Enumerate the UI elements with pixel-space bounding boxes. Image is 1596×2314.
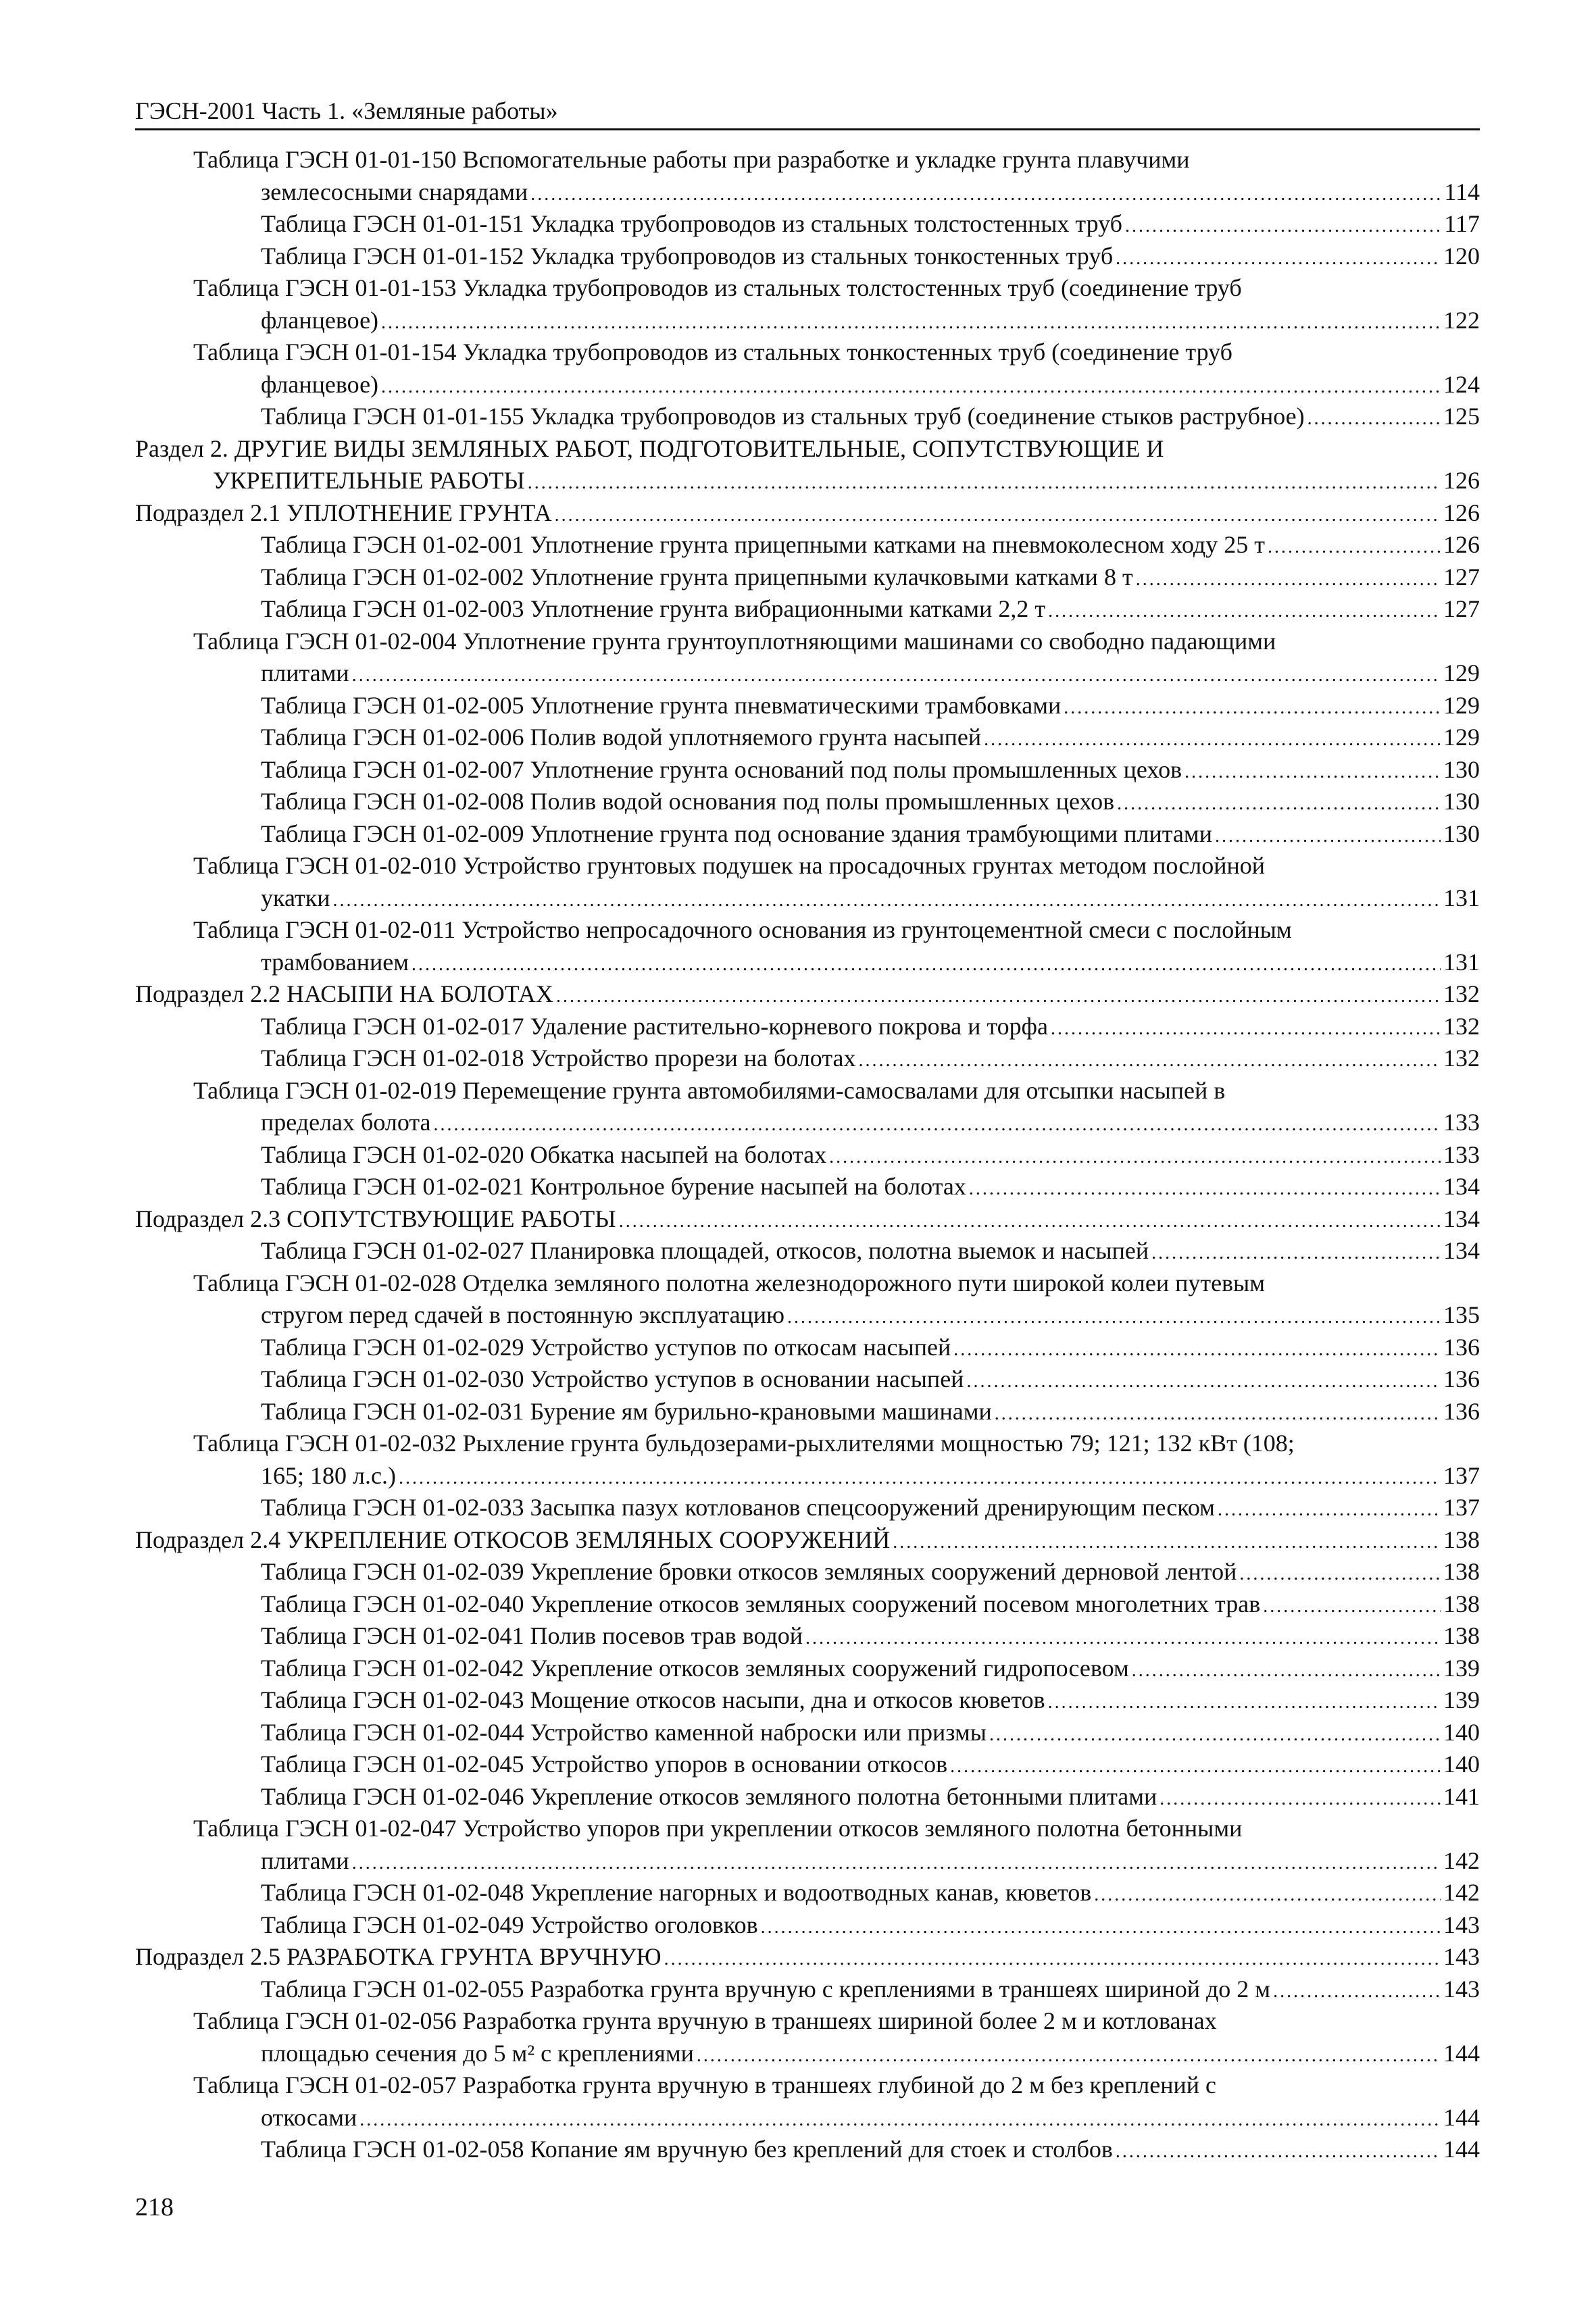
dot-leader xyxy=(1263,1590,1441,1623)
toc-page-number: 143 xyxy=(1443,1975,1480,2003)
toc-entry[interactable] xyxy=(135,144,1480,208)
toc-entry-title: Таблица ГЭСН 01-02-044 Устройство каменной наброски или призмы xyxy=(261,1718,987,1746)
toc-entry[interactable] xyxy=(135,1620,1480,1653)
toc-entry-title: Таблица ГЭСН 01-02-006 Полив водой уплотняемого грунта насыпей xyxy=(261,724,982,751)
dot-leader xyxy=(1064,692,1441,724)
toc-entry[interactable] xyxy=(135,1909,1480,1942)
toc-entry-title-line1: Таблица ГЭСН 01-01-154 Укладка трубопроводов из стальных тонкостенных труб (соединение труб xyxy=(193,338,1232,366)
toc-page-number: 139 xyxy=(1443,1686,1480,1713)
page-number: 218 xyxy=(135,2193,174,2221)
toc-entry[interactable] xyxy=(135,336,1480,401)
toc-entry[interactable] xyxy=(135,241,1480,273)
dot-leader xyxy=(1048,1686,1441,1719)
toc-page-number: 136 xyxy=(1443,1365,1480,1392)
toc-entry-title-line1: Раздел 2. ДРУГИЕ ВИДЫ ЗЕМЛЯНЫХ РАБОТ, ПОДГОТОВИТЕЛЬНЫЕ, СОПУТСТВУЮЩИЕ И xyxy=(135,434,1164,462)
toc-entry-title-line2: стругом перед сдачей в постоянную эксплуатацию xyxy=(261,1301,784,1328)
toc-page-number: 144 xyxy=(1443,2039,1480,2067)
toc-page-number: 142 xyxy=(1443,1846,1480,1874)
toc-page-number: 126 xyxy=(1443,467,1480,494)
toc-page-number: 129 xyxy=(1443,691,1480,719)
toc-entry-title: Таблица ГЭСН 01-02-027 Планировка площадей, откосов, полотна выемок и насыпей xyxy=(261,1237,1149,1264)
toc-entry-title-line2: землесосными снарядами xyxy=(261,178,528,205)
dot-leader xyxy=(1116,243,1441,275)
toc-entry[interactable] xyxy=(135,497,1480,530)
toc-entry-title: Таблица ГЭСН 01-02-042 Укрепление откосов земляных сооружений гидропосевом xyxy=(261,1654,1129,1682)
dot-leader xyxy=(530,178,1441,211)
toc-entry-title-line1: Таблица ГЭСН 01-02-004 Уплотнение грунта грунтоуплотняющими машинами со свободно падающими xyxy=(193,627,1276,655)
toc-entry[interactable] xyxy=(135,1363,1480,1396)
dot-leader xyxy=(995,1398,1441,1430)
toc-entry[interactable] xyxy=(135,593,1480,626)
toc-page-number: 132 xyxy=(1443,980,1480,1007)
toc-page-number: 124 xyxy=(1443,370,1480,398)
dot-leader xyxy=(1048,595,1441,628)
toc-entry-title-line2: фланцевое) xyxy=(261,306,379,334)
toc-page-number: 130 xyxy=(1443,788,1480,815)
toc-page-number: 129 xyxy=(1443,724,1480,751)
toc-page-number: 130 xyxy=(1443,755,1480,783)
toc-page-number: 114 xyxy=(1444,178,1480,205)
dot-leader xyxy=(352,1847,1441,1880)
toc-entry[interactable] xyxy=(135,1973,1480,2006)
toc-entry-title: Таблица ГЭСН 01-02-009 Уплотнение грунта под основание здания трамбующими плитами xyxy=(261,820,1212,847)
toc-page-number: 142 xyxy=(1443,1879,1480,1906)
toc-page-number: 133 xyxy=(1443,1109,1480,1136)
toc-page-number: 134 xyxy=(1443,1237,1480,1264)
toc-entry-title-line2: плитами xyxy=(261,659,349,686)
toc-entry-title: Таблица ГЭСН 01-02-001 Уплотнение грунта прицепными катками на пневмоколесном ходу 25 т xyxy=(261,531,1265,558)
toc-entry[interactable] xyxy=(135,1139,1480,1172)
toc-entry[interactable] xyxy=(135,1781,1480,1813)
dot-leader xyxy=(434,1109,1441,1141)
toc-entry-title-line2: откосами xyxy=(261,2103,357,2131)
toc-entry-title: Таблица ГЭСН 01-02-029 Устройство уступов по откосам насыпей xyxy=(261,1333,951,1361)
dot-leader xyxy=(761,1911,1441,1944)
toc-entry-title-line1: Таблица ГЭСН 01-02-011 Устройство непросадочного основания из грунтоцементной смеси с послойным xyxy=(193,916,1292,943)
toc-page-number: 143 xyxy=(1443,1911,1480,1938)
toc-entry-title: Таблица ГЭСН 01-02-046 Укрепление откосов земляного полотна бетонными плитами xyxy=(261,1782,1157,1810)
dot-leader xyxy=(1184,756,1441,788)
toc-entry[interactable] xyxy=(135,626,1480,690)
dot-leader xyxy=(1132,1655,1441,1687)
toc-entry[interactable] xyxy=(135,433,1480,497)
toc-entry-title: Таблица ГЭСН 01-02-018 Устройство прорези на болотах xyxy=(261,1045,856,1072)
toc-entry-title: Таблица ГЭСН 01-02-008 Полив водой основания под полы промышленных цехов xyxy=(261,788,1115,815)
running-header: ГЭСН-2001 Часть 1. «Земляные работы» xyxy=(135,97,558,124)
toc-entry[interactable] xyxy=(135,1171,1480,1203)
toc-entry-title: Подраздел 2.4 УКРЕПЛЕНИЕ ОТКОСОВ ЗЕМЛЯНЫХ СООРУЖЕНИЙ xyxy=(135,1526,891,1553)
dot-leader xyxy=(359,2104,1441,2136)
dot-leader xyxy=(1268,531,1441,563)
toc-page-number: 127 xyxy=(1443,563,1480,590)
toc-entry-title: Таблица ГЭСН 01-01-152 Укладка трубопроводов из стальных тонкостенных труб xyxy=(261,242,1114,270)
toc-entry-title-line1: Таблица ГЭСН 01-02-032 Рыхление грунта бульдозерами-рыхлителями мощностью 79; 121; 132 кВт (108; xyxy=(193,1430,1295,1457)
dot-leader xyxy=(1051,1013,1441,1045)
dot-leader xyxy=(989,1719,1441,1751)
toc-entry[interactable] xyxy=(135,1717,1480,1749)
toc-entry[interactable] xyxy=(135,1042,1480,1075)
toc-entry-title: Подраздел 2.2 НАСЫПИ НА БОЛОТАХ xyxy=(135,980,553,1007)
toc-entry-title-line1: Таблица ГЭСН 01-02-019 Перемещение грунта автомобилями-самосвалами для отсыпки насыпей в xyxy=(193,1076,1226,1104)
toc-entry[interactable] xyxy=(135,561,1480,594)
toc-page-number: 134 xyxy=(1443,1173,1480,1200)
dot-leader xyxy=(893,1526,1441,1559)
dot-leader xyxy=(1136,563,1441,596)
toc-page-number: 117 xyxy=(1444,210,1480,237)
table-of-contents xyxy=(135,144,1480,2166)
toc-entry-title-line1: Таблица ГЭСН 01-01-150 Вспомогательные работы при разработке и укладке грунта плавучими xyxy=(193,146,1190,173)
toc-entry-title-line2: площадью сечения до 5 м² с креплениями xyxy=(261,2039,694,2067)
dot-leader xyxy=(1218,1494,1441,1526)
toc-entry[interactable] xyxy=(135,1524,1480,1557)
dot-leader xyxy=(1215,820,1441,853)
dot-leader xyxy=(787,1301,1441,1334)
toc-entry-title: Подраздел 2.3 СОПУТСТВУЮЩИЕ РАБОТЫ xyxy=(135,1205,616,1232)
toc-entry[interactable] xyxy=(135,1941,1480,1973)
dot-leader xyxy=(697,2040,1441,2072)
toc-entry-title-line2: плитами xyxy=(261,1846,349,1874)
dot-leader xyxy=(381,371,1441,403)
toc-entry[interactable] xyxy=(135,529,1480,561)
dot-leader xyxy=(858,1045,1441,1077)
toc-page-number: 138 xyxy=(1443,1526,1480,1553)
toc-entry-title-line1: Таблица ГЭСН 01-02-010 Устройство грунтовых подушек на просадочных грунтах методом послойной xyxy=(193,852,1266,879)
toc-page-number: 120 xyxy=(1443,242,1480,270)
toc-entry-title: Подраздел 2.1 УПЛОТНЕНИЕ ГРУНТА xyxy=(135,499,552,526)
dot-leader xyxy=(412,949,1441,981)
toc-entry-title: Таблица ГЭСН 01-02-007 Уплотнение грунта оснований под полы промышленных цехов xyxy=(261,755,1182,783)
toc-entry[interactable] xyxy=(135,1749,1480,1781)
toc-entry[interactable] xyxy=(135,978,1480,1011)
toc-entry-title: Таблица ГЭСН 01-02-045 Устройство упоров в основании откосов xyxy=(261,1751,948,1778)
toc-entry[interactable] xyxy=(135,2134,1480,2166)
toc-page-number: 126 xyxy=(1443,499,1480,526)
dot-leader xyxy=(984,724,1441,756)
toc-page-number: 138 xyxy=(1443,1590,1480,1617)
toc-page-number: 137 xyxy=(1443,1494,1480,1521)
toc-entry-title: Таблица ГЭСН 01-02-033 Засыпка пазух котлованов спецсооружений дренирующим песком xyxy=(261,1494,1215,1521)
toc-page-number: 131 xyxy=(1443,884,1480,911)
toc-page-number: 133 xyxy=(1443,1140,1480,1168)
toc-page-number: 135 xyxy=(1443,1301,1480,1328)
dot-leader xyxy=(1125,210,1441,243)
dot-leader xyxy=(352,659,1441,692)
toc-entry[interactable] xyxy=(135,1684,1480,1717)
toc-entry[interactable] xyxy=(135,1813,1480,1877)
toc-entry[interactable] xyxy=(135,2069,1480,2134)
dot-leader xyxy=(556,980,1441,1013)
toc-entry-title-line1: Таблица ГЭСН 01-01-153 Укладка трубопроводов из стальных толстостенных труб (соединение труб xyxy=(193,274,1242,301)
toc-entry-title-line1: Таблица ГЭСН 01-02-028 Отделка земляного полотна железнодорожного пути широкой колеи путевым xyxy=(193,1269,1266,1297)
toc-page-number: 134 xyxy=(1443,1205,1480,1232)
dot-leader xyxy=(1273,1976,1441,2008)
toc-entry-title-line2: пределах болота xyxy=(261,1109,431,1136)
toc-entry-title-line1: Таблица ГЭСН 01-02-047 Устройство упоров при укреплении откосов земляного полотна бетонными xyxy=(193,1815,1243,1842)
toc-entry[interactable] xyxy=(135,272,1480,336)
toc-entry-title: Таблица ГЭСН 01-01-155 Укладка трубопроводов из стальных труб (соединение стыков раструбное) xyxy=(261,403,1305,430)
dot-leader xyxy=(555,499,1441,532)
toc-entry-title: Таблица ГЭСН 01-02-005 Уплотнение грунта пневматическими трамбовками xyxy=(261,691,1062,719)
toc-entry[interactable] xyxy=(135,1203,1480,1236)
toc-page-number: 126 xyxy=(1443,531,1480,558)
toc-entry-title: Таблица ГЭСН 01-02-020 Обкатка насыпей на болотах xyxy=(261,1140,827,1168)
dot-leader xyxy=(399,1462,1441,1494)
dot-leader xyxy=(381,307,1441,339)
toc-page-number: 136 xyxy=(1443,1397,1480,1425)
toc-entry[interactable] xyxy=(135,1877,1480,1909)
toc-page-number: 136 xyxy=(1443,1333,1480,1361)
header-rule xyxy=(135,128,1480,130)
toc-entry-title: Таблица ГЭСН 01-02-002 Уплотнение грунта прицепными кулачковыми катками 8 т xyxy=(261,563,1133,590)
toc-entry-title: Таблица ГЭСН 01-02-048 Укрепление нагорных и водоотводных канав, кюветов xyxy=(261,1879,1092,1906)
toc-entry[interactable] xyxy=(135,1396,1480,1428)
toc-page-number: 144 xyxy=(1443,2103,1480,2131)
toc-page-number: 122 xyxy=(1443,306,1480,334)
dot-leader xyxy=(950,1751,1441,1783)
dot-leader xyxy=(528,467,1441,499)
dot-leader xyxy=(664,1943,1441,1976)
toc-page-number: 138 xyxy=(1443,1558,1480,1585)
toc-entry[interactable] xyxy=(135,1428,1480,1492)
toc-entry[interactable] xyxy=(135,1653,1480,1685)
dot-leader xyxy=(966,1365,1441,1398)
toc-entry-title: Таблица ГЭСН 01-01-151 Укладка трубопроводов из стальных толстостенных труб xyxy=(261,210,1122,237)
toc-entry[interactable] xyxy=(135,722,1480,754)
toc-page-number: 129 xyxy=(1443,659,1480,686)
toc-page-number: 138 xyxy=(1443,1622,1480,1649)
toc-page-number: 144 xyxy=(1443,2136,1480,2163)
toc-entry-title-line2: трамбованием xyxy=(261,948,409,976)
toc-entry[interactable] xyxy=(135,850,1480,914)
toc-entry[interactable] xyxy=(135,1011,1480,1043)
toc-entry-title-line2: фланцевое) xyxy=(261,370,379,398)
toc-entry[interactable] xyxy=(135,208,1480,241)
toc-entry[interactable] xyxy=(135,1332,1480,1364)
toc-entry[interactable] xyxy=(135,1588,1480,1621)
toc-entry[interactable] xyxy=(135,1267,1480,1332)
toc-page-number: 140 xyxy=(1443,1718,1480,1746)
toc-entry-title: Таблица ГЭСН 01-02-058 Копание ям вручную без креплений для стоек и столбов xyxy=(261,2136,1113,2163)
toc-entry-title: Таблица ГЭСН 01-02-040 Укрепление откосов земляных сооружений посевом многолетних трав xyxy=(261,1590,1261,1617)
toc-page-number: 140 xyxy=(1443,1751,1480,1778)
toc-entry[interactable] xyxy=(135,754,1480,786)
toc-page-number: 137 xyxy=(1443,1461,1480,1489)
dot-leader xyxy=(953,1334,1441,1366)
toc-page-number: 143 xyxy=(1443,1943,1480,1970)
dot-leader xyxy=(805,1622,1441,1655)
toc-entry[interactable] xyxy=(135,1235,1480,1267)
toc-entry-title: Таблица ГЭСН 01-02-021 Контрольное бурение насыпей на болотах xyxy=(261,1173,966,1200)
toc-entry-title: Таблица ГЭСН 01-02-017 Удаление растительно-корневого покрова и торфа xyxy=(261,1012,1048,1040)
dot-leader xyxy=(332,884,1441,917)
toc-entry[interactable] xyxy=(135,786,1480,818)
toc-entry-title: Таблица ГЭСН 01-02-043 Мощение откосов насыпи, дна и откосов кюветов xyxy=(261,1686,1045,1713)
toc-page-number: 141 xyxy=(1443,1782,1480,1810)
dot-leader xyxy=(1307,403,1441,435)
toc-entry-title-line2: укатки xyxy=(261,884,330,911)
toc-entry-title-line1: Таблица ГЭСН 01-02-057 Разработка грунта вручную в траншеях глубиной до 2 м без креплений с xyxy=(193,2071,1216,2098)
dot-leader xyxy=(1117,788,1441,820)
toc-entry-title-line2: 165; 180 л.с.) xyxy=(261,1461,396,1489)
toc-entry-title: Таблица ГЭСН 01-02-003 Уплотнение грунта вибрационными катками 2,2 т xyxy=(261,595,1046,622)
toc-entry-title-line1: Таблица ГЭСН 01-02-056 Разработка грунта вручную в траншеях шириной более 2 м и котлованах xyxy=(193,2007,1217,2034)
toc-entry-title: Таблица ГЭСН 01-02-049 Устройство оголовков xyxy=(261,1911,758,1938)
dot-leader xyxy=(969,1173,1441,1205)
toc-page-number: 131 xyxy=(1443,948,1480,976)
dot-leader xyxy=(829,1141,1441,1174)
toc-page-number: 139 xyxy=(1443,1654,1480,1682)
dot-leader xyxy=(1239,1558,1441,1590)
toc-entry-title: Подраздел 2.5 РАЗРАБОТКА ГРУНТА ВРУЧНУЮ xyxy=(135,1943,662,1970)
toc-entry[interactable] xyxy=(135,2005,1480,2069)
toc-entry-title: Таблица ГЭСН 01-02-030 Устройство уступов в основании насыпей xyxy=(261,1365,964,1392)
toc-entry[interactable] xyxy=(135,914,1480,978)
toc-entry-title-line2: УКРЕПИТЕЛЬНЫЕ РАБОТЫ xyxy=(213,467,525,494)
toc-page-number: 127 xyxy=(1443,595,1480,622)
toc-page-number: 130 xyxy=(1443,820,1480,847)
dot-leader xyxy=(1116,2136,1441,2168)
toc-page-number: 132 xyxy=(1443,1045,1480,1072)
dot-leader xyxy=(1159,1783,1441,1815)
dot-leader xyxy=(619,1205,1441,1238)
dot-leader xyxy=(1094,1879,1441,1911)
toc-page-number: 132 xyxy=(1443,1012,1480,1040)
toc-entry-title: Таблица ГЭСН 01-02-041 Полив посевов трав водой xyxy=(261,1622,803,1649)
dot-leader xyxy=(1151,1237,1441,1269)
toc-page-number: 125 xyxy=(1443,403,1480,430)
toc-entry[interactable] xyxy=(135,818,1480,851)
toc-entry[interactable] xyxy=(135,1075,1480,1139)
toc-entry-title: Таблица ГЭСН 01-02-039 Укрепление бровки откосов земляных сооружений дерновой лентой xyxy=(261,1558,1237,1585)
toc-entry-title: Таблица ГЭСН 01-02-055 Разработка грунта вручную с креплениями в траншеях шириной до 2 м xyxy=(261,1975,1271,2003)
toc-entry[interactable] xyxy=(135,1556,1480,1588)
toc-entry[interactable] xyxy=(135,1492,1480,1524)
toc-entry[interactable] xyxy=(135,690,1480,722)
toc-entry[interactable] xyxy=(135,401,1480,433)
toc-entry-title: Таблица ГЭСН 01-02-031 Бурение ям бурильно-крановыми машинами xyxy=(261,1397,992,1425)
